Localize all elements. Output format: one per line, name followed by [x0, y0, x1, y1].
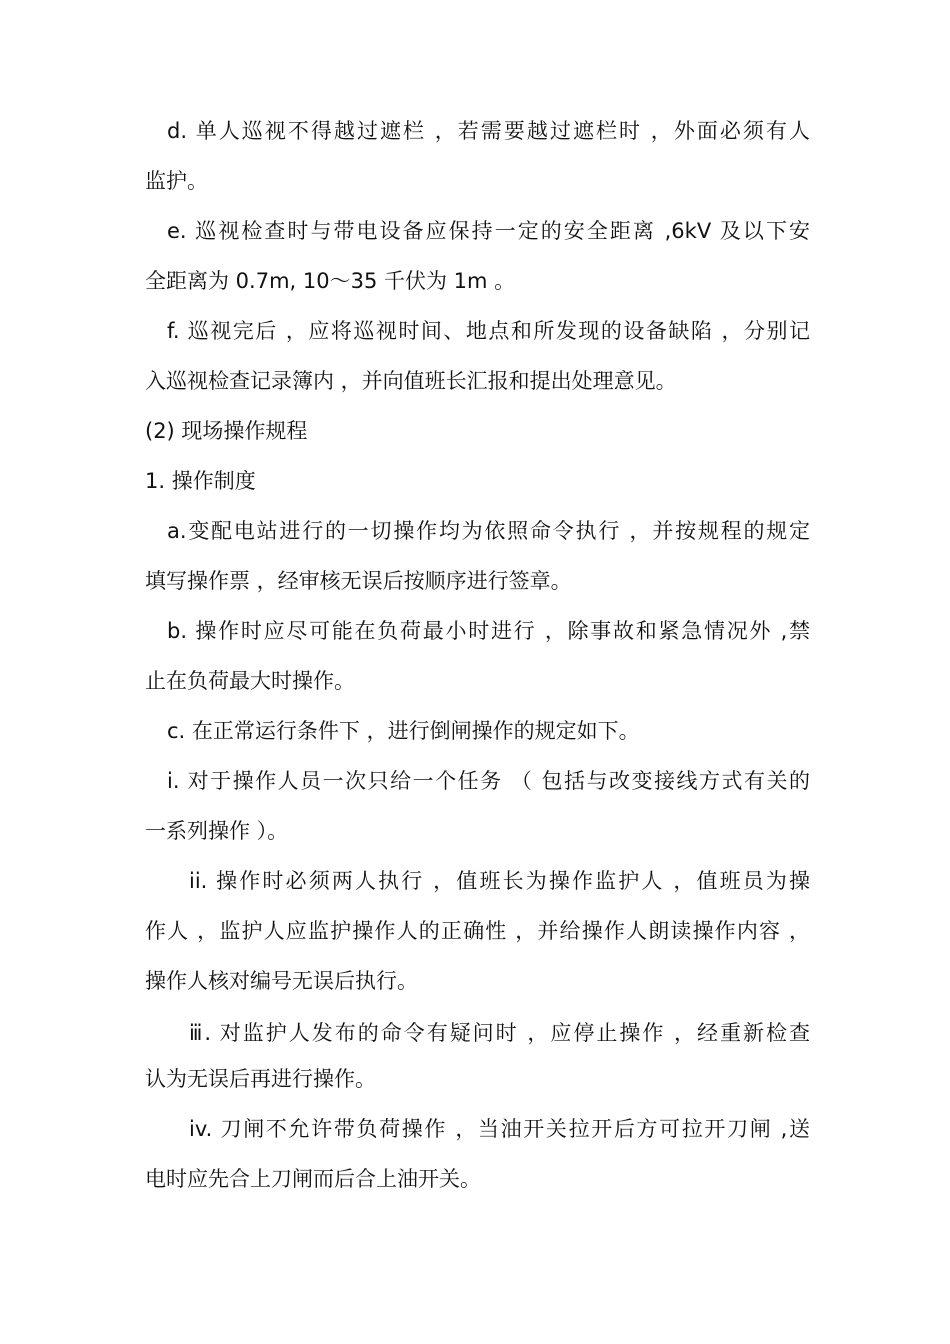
paragraph-i-line-2: 一系列操作 ）。 — [145, 819, 289, 843]
section-heading-2: (2) 现场操作规程 — [145, 419, 308, 443]
paragraph-f-line-1: f. 巡视完后 ，应将巡视时间、地点和所发现的设备缺陷 ，分别记 — [167, 319, 810, 343]
paragraph-ii-line-1: ii. 操作时必须两人执行 ，值班长为操作监护人 ，值班员为操 — [189, 869, 810, 893]
paragraph-iii-line-1: ⅲ. 对监护人发布的命令有疑问时 ，应停止操作 ，经重新检查 — [189, 1021, 810, 1045]
paragraph-i-line-1: i. 对于操作人员一次只给一个任务 （ 包括与改变接线方式有关的 — [167, 769, 810, 793]
paragraph-iv-line-2: 电时应先合上刀闸而后合上油开关。 — [145, 1167, 481, 1191]
paragraph-f-line-2: 入巡视检查记录簿内 ，并向值班长汇报和提出处理意见。 — [145, 369, 677, 393]
paragraph-c-line-1: c. 在正常运行条件下 ，进行倒闸操作的规定如下。 — [167, 719, 640, 743]
paragraph-iii-line-2: 认为无误后再进行操作。 — [145, 1067, 376, 1091]
paragraph-b-line-1: b. 操作时应尽可能在负荷最小时进行 ，除事故和紧急情况外 ,禁 — [167, 619, 810, 643]
paragraph-b-line-2: 止在负荷最大时操作。 — [145, 669, 355, 693]
paragraph-d-line-2: 监护。 — [145, 169, 208, 193]
paragraph-a-line-2: 填写操作票 ，经审核无误后按顺序进行签章。 — [145, 569, 572, 593]
paragraph-ii-line-2: 作人 ，监护人应监护操作人的正确性 ，并给操作人朗读操作内容 ， — [145, 919, 810, 943]
paragraph-iv-line-1: iv. 刀闸不允许带负荷操作 ，当油开关拉开后方可拉开刀闸 ,送 — [189, 1117, 810, 1141]
paragraph-e-line-1: e. 巡视检查时与带电设备应保持一定的安全距离 ,6kV 及以下安 — [167, 219, 810, 243]
paragraph-d-line-1: d. 单人巡视不得越过遮栏 ，若需要越过遮栏时 ，外面必须有人 — [167, 119, 810, 143]
subsection-heading-1: 1. 操作制度 — [145, 469, 256, 493]
paragraph-ii-line-3: 操作人核对编号无误后执行。 — [145, 969, 418, 993]
paragraph-e-line-2: 全距离为 0.7m, 10～35 千伏为 1m 。 — [145, 269, 516, 293]
paragraph-a-line-1: a.变配电站进行的一切操作均为依照命令执行 ，并按规程的规定 — [167, 519, 810, 543]
